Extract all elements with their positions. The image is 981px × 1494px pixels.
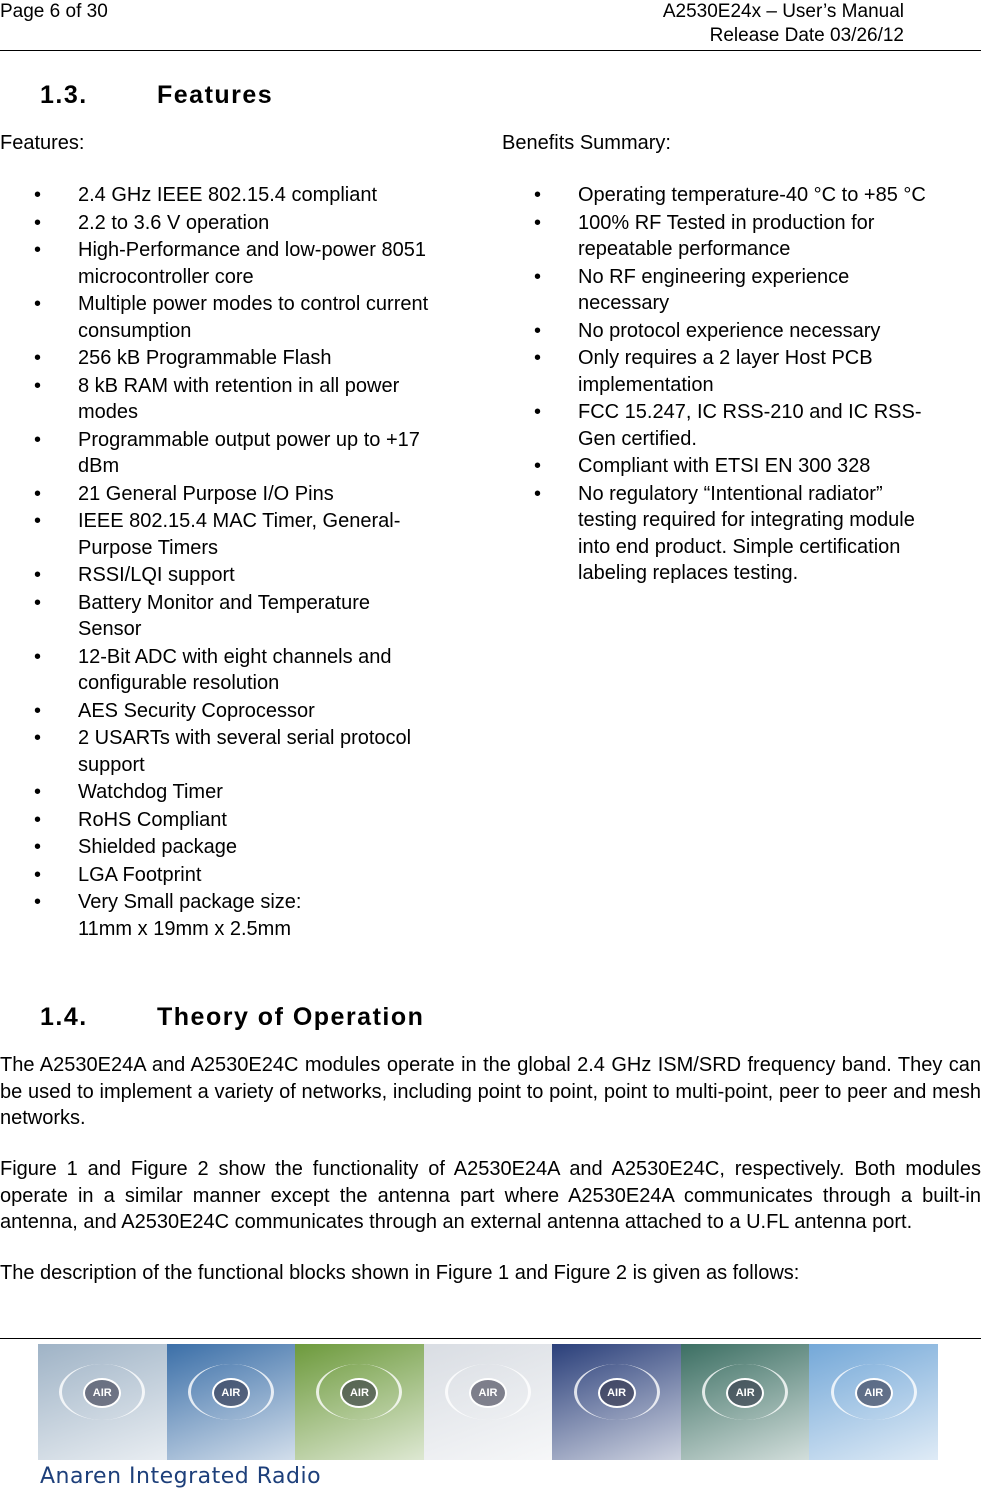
feature-item-text: LGA Footprint [78, 863, 202, 886]
benefit-item-text: repeatable performance [578, 238, 791, 260]
footer-rule [0, 1338, 981, 1339]
theory-heading [40, 1002, 424, 1032]
benefit-item [500, 481, 981, 587]
feature-item-text: 2 USARTs with several serial protocol [78, 727, 412, 749]
bullet-icon: • [34, 699, 42, 722]
benefit-item [500, 345, 981, 398]
benefit-item [500, 264, 981, 317]
feature-item-text: Very Small package size: [78, 891, 302, 913]
feature-item [0, 862, 500, 889]
feature-item-text: Battery Monitor and Temperature [78, 591, 371, 614]
banner-photo-panel [424, 1344, 553, 1460]
benefit-item [500, 453, 981, 480]
benefit-item-text: Gen certified. [578, 427, 697, 450]
feature-item-text: AES Security Coprocessor [78, 699, 315, 722]
feature-item [0, 562, 500, 589]
feature-item-text: consumption [78, 319, 192, 342]
feature-item [0, 508, 500, 561]
feature-item-text: RSSI/LQI support [78, 564, 235, 586]
bullet-icon: • [34, 184, 42, 206]
benefit-item-text: Compliant with ETSI EN 300 328 [578, 455, 871, 477]
page-number: Page 6 of 30 [0, 1, 108, 22]
benefit-item-text: labeling replaces testing. [578, 562, 799, 584]
benefit-item-text: No protocol experience necessary [578, 319, 881, 342]
feature-item-text: 12-Bit ADC with eight channels and [78, 645, 392, 668]
air-badge: AIR [726, 1378, 764, 1408]
benefit-item [500, 182, 981, 209]
bullet-icon: • [34, 211, 42, 234]
benefit-item [500, 210, 981, 263]
air-badge: AIR [855, 1378, 893, 1408]
feature-item-text: 11mm x 19mm x 2.5mm [78, 917, 291, 940]
bullet-icon: • [34, 781, 42, 803]
page-header [0, 0, 981, 52]
feature-item [0, 481, 500, 508]
air-badge: AIR [598, 1378, 636, 1408]
bullet-icon: • [34, 645, 42, 668]
header-rule [0, 50, 981, 51]
bullet-icon: • [34, 808, 42, 831]
feature-item-text: Multiple power modes to control current [78, 293, 429, 315]
feature-item [0, 427, 500, 480]
feature-item-text: RoHS Compliant [78, 808, 227, 831]
feature-item-text: dBm [78, 455, 120, 477]
feature-item [0, 698, 500, 725]
benefit-item-text: FCC 15.247, IC RSS-210 and IC RSS- [578, 401, 922, 423]
benefit-item-text: No regulatory “Intentional radiator” [578, 482, 883, 505]
bullet-icon: • [534, 482, 542, 505]
bullet-icon: • [34, 428, 42, 451]
theory-section-number: 1.4. [40, 1003, 88, 1031]
feature-item-text: configurable resolution [78, 672, 280, 694]
bullet-icon: • [534, 211, 542, 234]
benefit-item-text: implementation [578, 373, 714, 396]
feature-item-text: Watchdog Timer [78, 781, 223, 803]
benefit-item-text: Operating temperature-40 °C to +85 °C [578, 184, 926, 206]
bullet-icon: • [34, 727, 42, 749]
benefit-item-text: testing required for integrating module [578, 509, 915, 531]
bullet-icon: • [534, 455, 542, 477]
feature-item-text: 2.4 GHz IEEE 802.15.4 compliant [78, 184, 378, 206]
feature-item [0, 889, 500, 942]
theory-paragraph-1: The A2530E24A and A2530E24C modules operate in the global 2.4 GHz ISM/SRD frequency band. They can be used to implement a variety of networks, including point to point, point to multi-point, peer to peer and mesh networks. [0, 1054, 981, 1129]
feature-item-text: 8 kB RAM with retention in all power [78, 374, 400, 397]
benefit-item [500, 318, 981, 345]
brand-logo-text: Anaren Integrated Radio [40, 1464, 322, 1489]
bullet-icon: • [34, 564, 42, 586]
banner-photo-panel [552, 1344, 681, 1460]
bullet-icon: • [534, 184, 542, 206]
features-section-number: 1.3. [40, 81, 88, 109]
footer-banner [38, 1344, 938, 1460]
feature-item-text: Shielded package [78, 836, 238, 858]
benefit-item [500, 399, 981, 452]
feature-item [0, 373, 500, 426]
feature-item [0, 590, 500, 643]
theory-paragraph-3: The description of the functional blocks shown in Figure 1 and Figure 2 is given as follows: [0, 1262, 800, 1284]
air-badge: AIR [83, 1378, 121, 1408]
benefit-item-text: Only requires a 2 layer Host PCB [578, 347, 873, 369]
feature-item-text: 21 General Purpose I/O Pins [78, 482, 334, 505]
bullet-icon: • [34, 482, 42, 505]
feature-item-text: microcontroller core [78, 265, 254, 288]
feature-item-text: support [78, 753, 145, 776]
feature-item-text: 256 kB Programmable Flash [78, 347, 332, 369]
air-badge: AIR [469, 1378, 507, 1408]
bullet-icon: • [34, 347, 42, 369]
theory-section-title: Theory of Operation [157, 1003, 425, 1031]
bullet-icon: • [34, 863, 42, 886]
bullet-icon: • [34, 374, 42, 397]
banner-photo-panel [167, 1344, 296, 1460]
feature-item [0, 834, 500, 861]
bullet-icon: • [534, 265, 542, 288]
benefit-item-text: necessary [578, 292, 670, 314]
air-badge: AIR [340, 1378, 378, 1408]
feature-item [0, 644, 500, 697]
bullet-icon: • [534, 401, 542, 423]
feature-item [0, 291, 500, 344]
benefits-list [500, 182, 981, 588]
feature-item [0, 237, 500, 290]
theory-paragraph-2: Figure 1 and Figure 2 show the functionality of A2530E24A and A2530E24C, respectively. Both modules operate in a similar manner except the antenna part where A2530E24A communicates through a built-in antenna, and A2530E24C communicates through an external antenna attached to a U.FL antenna port. [0, 1158, 981, 1233]
banner-photo-panel [681, 1344, 810, 1460]
feature-item [0, 345, 500, 372]
features-list [0, 182, 500, 943]
features-section-title: Features [157, 81, 274, 109]
bullet-icon: • [34, 510, 42, 532]
banner-photo-panel [295, 1344, 424, 1460]
benefit-item-text: 100% RF Tested in production for [578, 211, 875, 234]
feature-item-text: 2.2 to 3.6 V operation [78, 211, 270, 234]
air-badge: AIR [212, 1378, 250, 1408]
bullet-icon: • [534, 347, 542, 369]
features-label: Features: [0, 132, 85, 154]
bullet-icon: • [34, 591, 42, 614]
feature-item [0, 807, 500, 834]
feature-item [0, 779, 500, 806]
feature-item-text: Sensor [78, 618, 142, 640]
banner-photo-panel [809, 1344, 938, 1460]
bullet-icon: • [534, 319, 542, 342]
benefit-item-text: into end product. Simple certification [578, 535, 901, 558]
document-title: A2530E24x – User’s Manual [662, 1, 904, 22]
feature-item-text: High-Performance and low-power 8051 [78, 239, 426, 261]
bullet-icon: • [34, 891, 42, 913]
release-date: Release Date 03/26/12 [709, 25, 904, 46]
feature-item [0, 725, 500, 778]
banner-photo-panel [38, 1344, 167, 1460]
feature-item-text: IEEE 802.15.4 MAC Timer, General- [78, 510, 401, 532]
bullet-icon: • [34, 836, 42, 858]
benefits-label: Benefits Summary: [502, 132, 671, 154]
benefit-item-text: No RF engineering experience [578, 265, 850, 288]
feature-item-text: modes [78, 401, 139, 423]
bullet-icon: • [34, 293, 42, 315]
feature-item [0, 210, 500, 237]
feature-item [0, 182, 500, 209]
bullet-icon: • [34, 239, 42, 261]
features-heading [40, 80, 273, 110]
feature-item-text: Purpose Timers [78, 536, 219, 559]
document-title-block [663, 0, 904, 48]
feature-item-text: Programmable output power up to +17 [78, 428, 420, 451]
